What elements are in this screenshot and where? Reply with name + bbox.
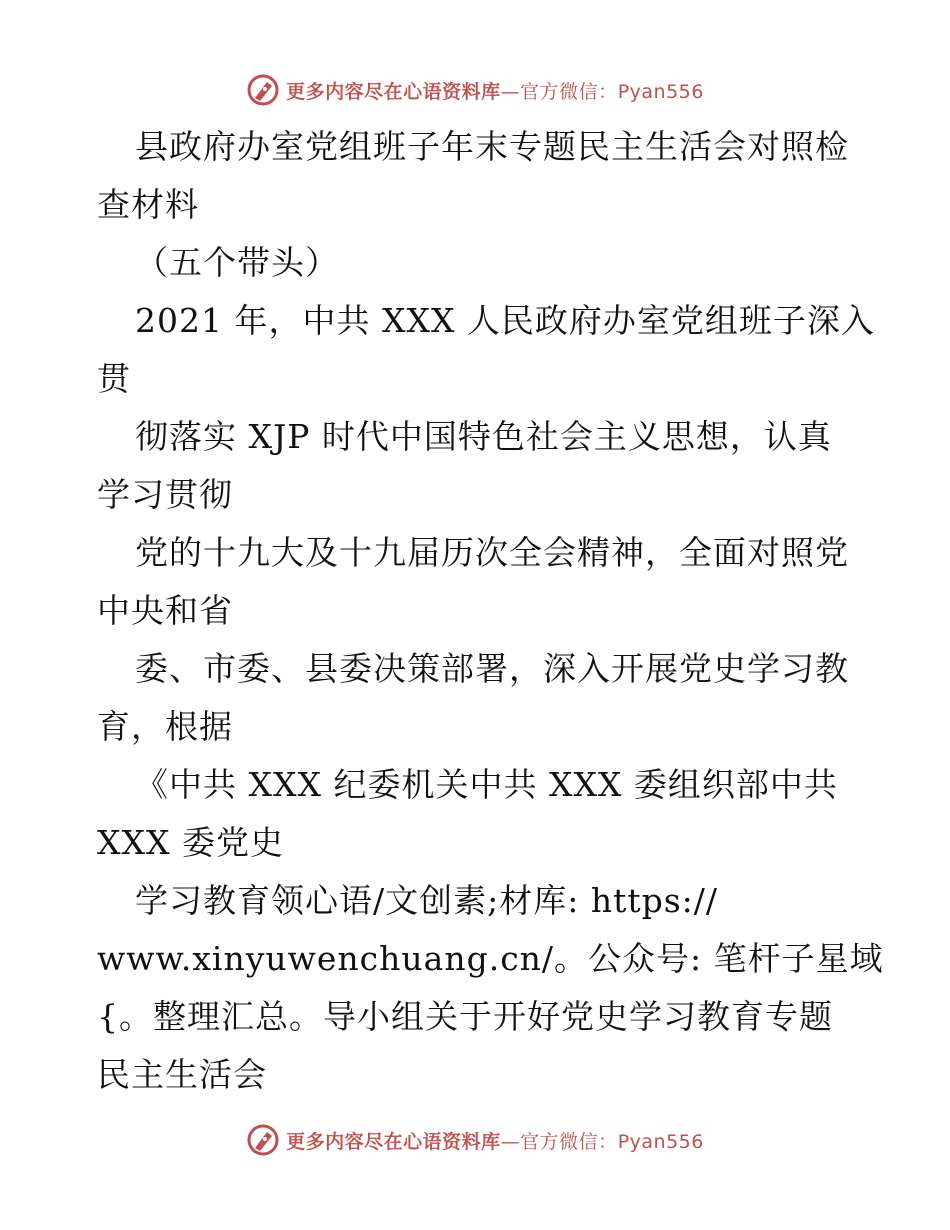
banner-text	[286, 77, 704, 104]
document-line: 学习教育领心语/文创素;材库: https://	[135, 881, 719, 920]
banner-account-id: Pyan556	[617, 1130, 704, 1153]
document-line: {。整理汇总。导小组关于开好党史学习教育专题	[97, 997, 833, 1036]
document-line: （五个带头）	[135, 243, 339, 282]
document-line: 2021 年，中共 XXX 人民政府办室党组班子深入	[135, 301, 875, 340]
pen-nib-logo-icon	[246, 73, 280, 107]
banner-account-label: 官方微信：	[520, 80, 618, 103]
banner-separator: —	[500, 1130, 521, 1153]
footer-banner	[0, 1120, 950, 1160]
banner-account-label: 官方微信：	[520, 1130, 618, 1153]
document-line: 县政府办室党组班子年末专题民主生活会对照检	[135, 127, 849, 166]
document-line: 贯	[97, 359, 131, 398]
document-line: 查材料	[97, 185, 199, 224]
banner-brand: 更多内容尽在心语资料库	[286, 80, 501, 103]
banner-text	[286, 1127, 704, 1154]
document-line: 彻落实 XJP 时代中国特色社会主义思想，认真	[135, 417, 832, 456]
document-body	[97, 118, 884, 1104]
document-line: 中央和省	[97, 591, 233, 630]
header-banner	[0, 70, 950, 110]
document-line: 委、市委、县委决策部署，深入开展党史学习教	[135, 649, 849, 688]
banner-account-id: Pyan556	[617, 80, 704, 103]
banner-brand: 更多内容尽在心语资料库	[286, 1130, 501, 1153]
document-line: 党的十九大及十九届历次全会精神，全面对照党	[135, 533, 849, 572]
document-line: www.xinyuwenchuang.cn/。公众号: 笔杆子星域	[97, 939, 884, 978]
document-line: XXX 委党史	[97, 823, 284, 862]
document-line: 民主生活会	[97, 1055, 267, 1094]
banner-separator: —	[500, 80, 521, 103]
document-line: 育，根据	[97, 707, 233, 746]
document-line: 学习贯彻	[97, 475, 233, 514]
document-line: 《中共 XXX 纪委机关中共 XXX 委组织部中共	[135, 765, 838, 804]
pen-nib-logo-icon	[246, 1123, 280, 1157]
